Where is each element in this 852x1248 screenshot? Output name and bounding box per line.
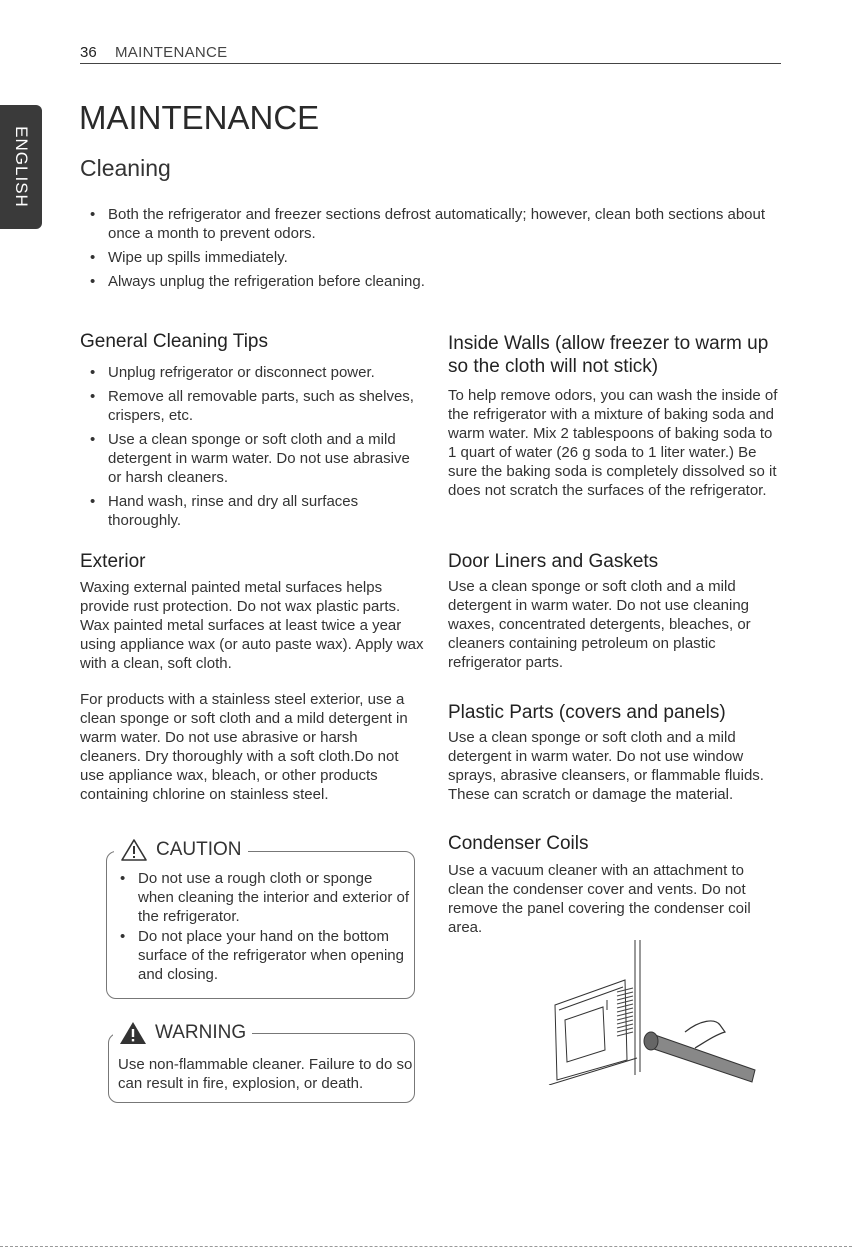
intro-list [80,205,780,296]
tips-list [80,363,420,530]
inside-walls-section [448,332,783,500]
language-label: ENGLISH [12,126,31,208]
vacuum-condenser-illustration [545,940,760,1085]
exterior-paragraph-2 [80,690,420,804]
running-header: MAINTENANCE [115,44,228,61]
list-item: • Hand wash, rinse and dry all surfaces thoroughly. [80,492,420,530]
paragraph: For products with a stainless steel exterior, use a clean sponge or soft cloth and a mild detergent in warm water. Do not use abrasive or harsh cleaners. Dry thoroughly with a soft cloth.Do not use appliance wax, bleach, or other products containing chlorine on stainless steel. [80,691,408,803]
warning-text: Use non-flammable cleaner. Failure to do so can result in fire, explosion, or death. [118,1056,413,1092]
warning-triangle-icon [119,1021,147,1045]
exterior-paragraph-1 [80,578,425,673]
section-heading: Inside Walls (allow freezer to warm up so the cloth will not stick) [448,333,769,377]
caution-list [110,869,410,985]
header-rule [80,63,781,64]
section-heading: Plastic Parts (covers and panels) [448,702,726,723]
caution-triangle-icon [120,838,148,862]
plastic-parts-section [448,703,788,804]
warning-title: WARNING [155,1022,247,1043]
paragraph: Use a vacuum cleaner with an attachment to clean the condenser cover and vents. Do not remove the panel covering the condenser coil area. [448,862,751,936]
paragraph: To help remove odors, you can wash the inside of the refrigerator with a mixture of baking soda and warm water. Mix 2 tablespoons of baking soda to 1 quart of water (26 g soda to 1 liter water.) Be sure the baking soda is completely dissolved so it does not scratch the surfaces of the refrigerator. [448,387,778,499]
list-item: • Do not use a rough cloth or sponge when cleaning the interior and exterior of the refrigerator. [110,869,410,926]
section-title: Cleaning [80,155,171,181]
paragraph: Use a clean sponge or soft cloth and a mild detergent in warm water. Do not use cleaning waxes, concentrated detergents, bleaches, or cleaners containing petroleum on plastic refrigerator parts. [448,578,751,671]
condenser-coils-section [448,834,783,937]
caution-title: CAUTION [156,839,242,860]
section-heading: General Cleaning Tips [80,331,268,352]
page-number: 36 [80,44,97,61]
section-heading: Condenser Coils [448,833,589,854]
section-heading: Door Liners and Gaskets [448,551,659,572]
door-liners-section [448,552,783,672]
list-item: • Remove all removable parts, such as shelves, crispers, etc. [80,387,420,425]
list-item: • Both the refrigerator and freezer sections defrost automatically; however, clean both sections about once a month to prevent odors. [80,205,780,243]
warning-header [113,1021,252,1045]
list-item: • Do not place your hand on the bottom surface of the refrigerator when opening and closing. [110,927,410,984]
section-heading: Exterior [80,551,146,572]
list-item: • Unplug refrigerator or disconnect power. [80,363,420,382]
language-tab [0,105,42,229]
general-cleaning-tips [80,332,420,535]
paragraph: Use a clean sponge or soft cloth and a mild detergent in warm water. Do not use window sprays, abrasive cleansers, or flammable fluids. These can scratch or damage the material. [448,729,764,803]
list-item: • Use a clean sponge or soft cloth and a mild detergent in warm water. Do not use abrasive or harsh cleaners. [80,430,420,487]
list-item: • Wipe up spills immediately. [80,248,780,267]
page-title: MAINTENANCE [79,99,320,136]
list-item: • Always unplug the refrigeration before cleaning. [80,272,780,291]
paragraph: Waxing external painted metal surfaces helps provide rust protection. Do not wax plastic parts. Wax painted metal surfaces at least twice a year using appliance wax (or auto paste wax). Apply wax with a clean, soft cloth. [80,579,424,672]
caution-header [114,838,248,862]
